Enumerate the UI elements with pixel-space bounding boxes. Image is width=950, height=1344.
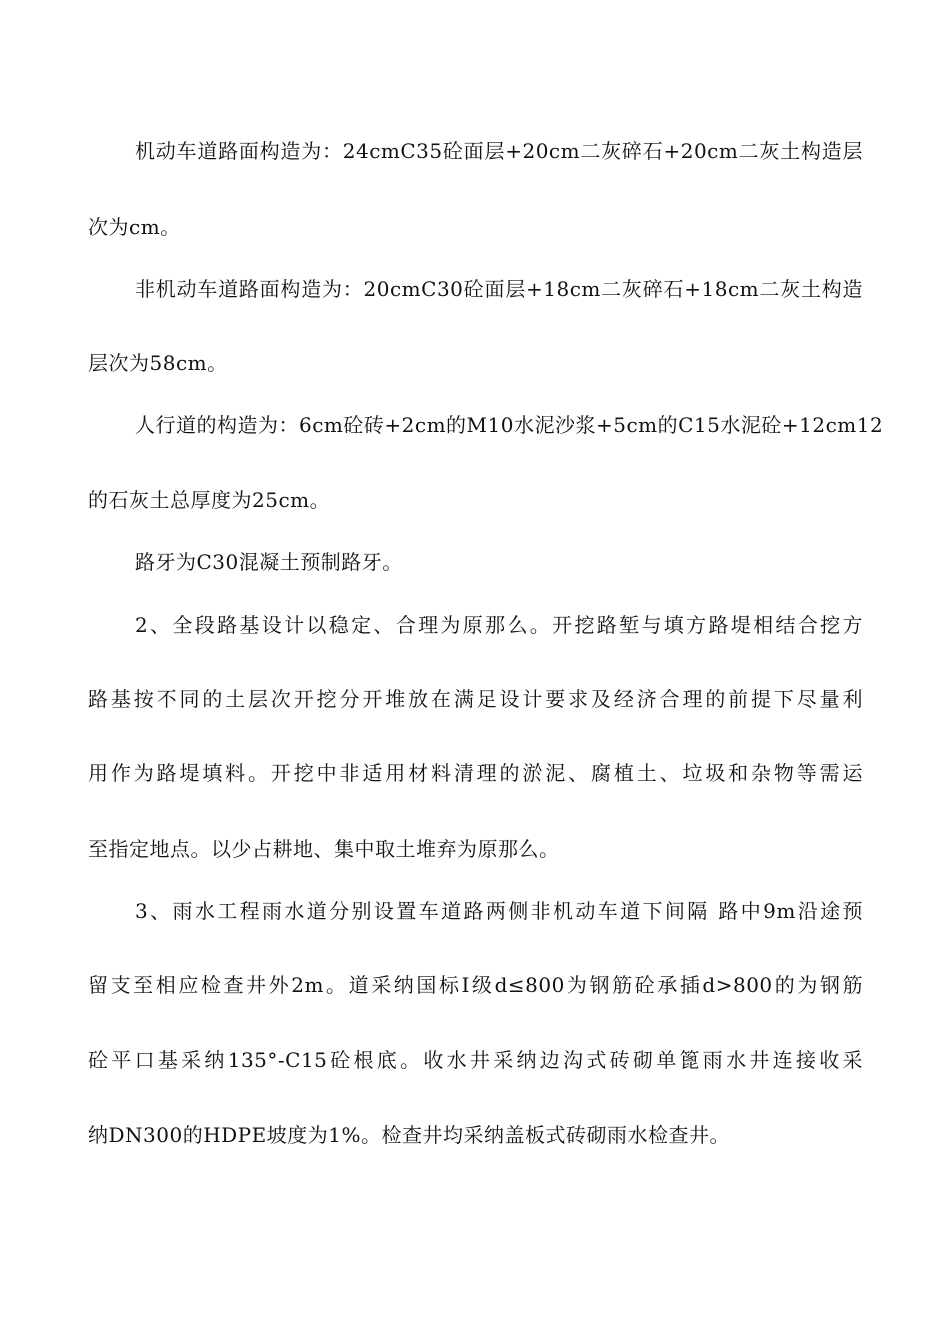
paragraph-line: 层次为58cm。: [88, 351, 228, 375]
paragraph-line: 次为cm。: [88, 215, 181, 239]
paragraph-line: 路基按不同的土层次开挖分开堆放在满足设计要求及经济合理的前提下尽量利: [88, 687, 863, 711]
paragraph-line: 砼平口基采纳135°-C15砼根底。收水井采纳边沟式砖砌单篦雨水井连接收采: [88, 1048, 863, 1072]
paragraph-line: 的石灰土总厚度为25cm。: [88, 488, 331, 512]
paragraph-line: 非机动车道路面构造为：20cmC30砼面层+18cm二灰碎石+18cm二灰土构造: [135, 277, 863, 301]
paragraph-line: 纳DN300的HDPE坡度为1%。检查井均采纳盖板式砖砌雨水检查井。: [88, 1123, 730, 1147]
paragraph-line: 用作为路堤填料。开挖中非适用材料清理的淤泥、腐植土、垃圾和杂物等需运: [88, 761, 863, 785]
paragraph-line: 2、全段路基设计以稳定、合理为原那么。开挖路堑与填方路堤相结合挖方: [135, 613, 863, 637]
paragraph-line: 路牙为C30混凝土预制路牙。: [135, 550, 403, 574]
paragraph-line: 人行道的构造为：6cm砼砖+2cm的M10水泥沙浆+5cm的C15水泥砼+12cm12: [135, 413, 884, 437]
paragraph-line: 至指定地点。以少占耕地、集中取土堆弃为原那么。: [88, 837, 560, 861]
paragraph-line: 机动车道路面构造为：24cmC35砼面层+20cm二灰碎石+20cm二灰土构造层: [135, 139, 863, 163]
paragraph-line: 3、雨水工程雨水道分别设置车道路两侧非机动车道下间隔 路中9m沿途预: [135, 899, 863, 923]
paragraph-line: 留支至相应检查井外2m。道采纳国标Ⅰ级d≤800为钢筋砼承插d>800的为钢筋: [88, 973, 863, 997]
